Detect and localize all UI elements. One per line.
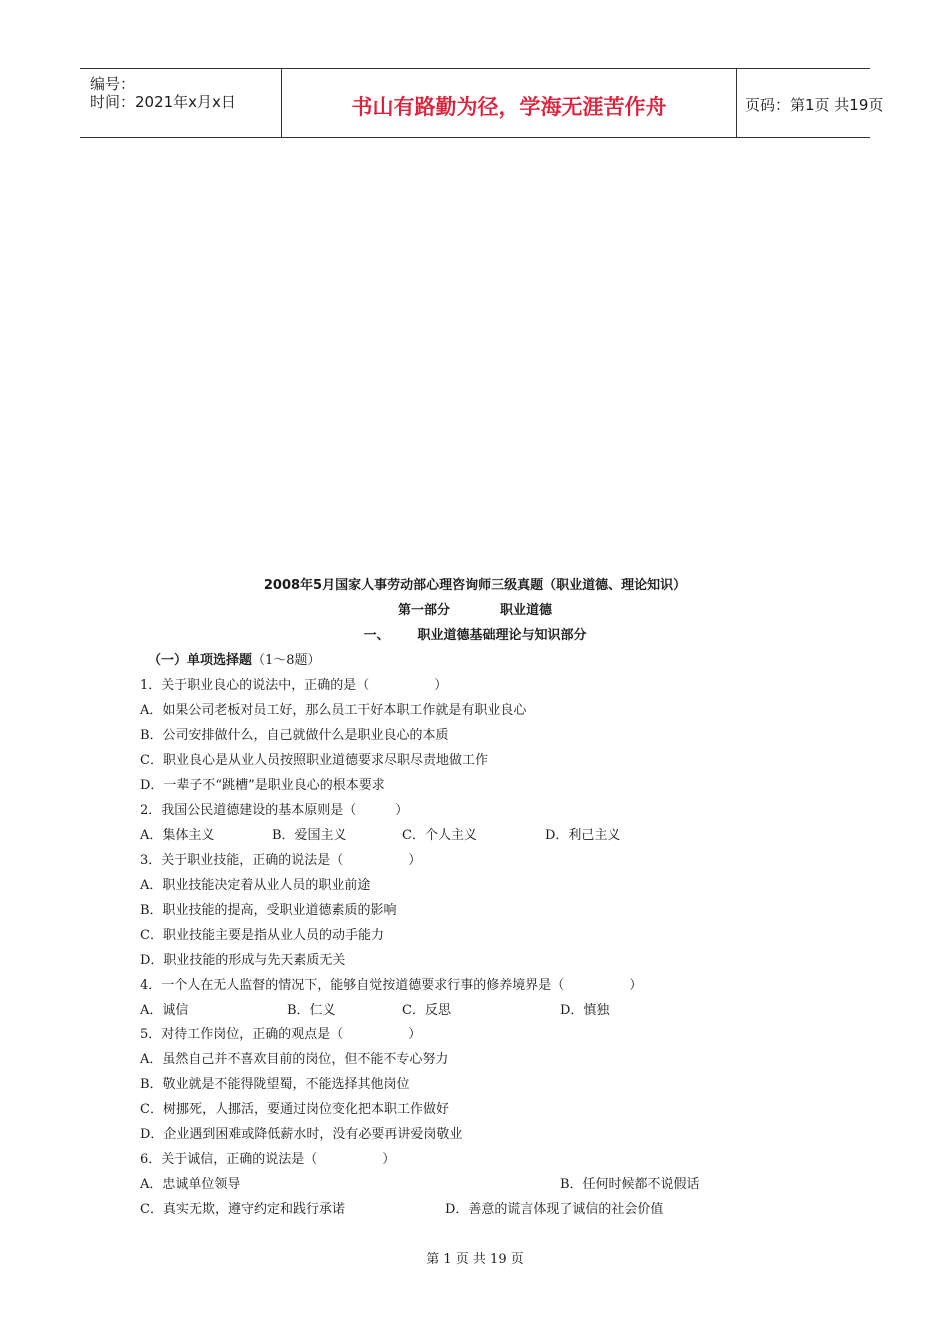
question-option: B．爱国主义 bbox=[272, 828, 347, 843]
question-option: B．职业技能的提高，受职业道德素质的影响 bbox=[140, 903, 397, 918]
header-left-cell bbox=[80, 69, 281, 137]
section-label: （一）单项选择题 bbox=[148, 653, 253, 668]
header-right-cell bbox=[735, 69, 884, 137]
question-option: C．职业良心是从业人员按照职业道德要求尽职尽责地做工作 bbox=[140, 753, 488, 768]
section-heading bbox=[148, 649, 321, 668]
question-option: D．职业技能的形成与先天素质无关 bbox=[140, 953, 346, 968]
part-label: 第一部分 bbox=[397, 603, 450, 618]
question-option: A．诚信 bbox=[140, 1003, 189, 1018]
document-title: 2008年5月国家人事劳动部心理咨询师三级真题（职业道德、理论知识） bbox=[263, 578, 687, 593]
chapter-name: 职业道德基础理论与知识部分 bbox=[417, 628, 587, 643]
question-option: B．敬业就是不能得陇望蜀，不能选择其他岗位 bbox=[140, 1077, 410, 1092]
header-middle-cell bbox=[281, 69, 737, 137]
chapter-heading bbox=[0, 624, 950, 643]
page-header bbox=[80, 68, 884, 138]
time-label: 时间：2021年x月x日 bbox=[90, 93, 236, 111]
question-option: D．企业遇到困难或降低薪水时，没有必要再讲爱岗敬业 bbox=[140, 1127, 463, 1142]
question-option: B．任何时候都不说假话 bbox=[560, 1177, 700, 1192]
question-stem: 3．关于职业技能，正确的说法是（ ） bbox=[140, 853, 422, 868]
question-option: D．一辈子不“跳槽”是职业良心的根本要求 bbox=[140, 778, 385, 793]
question-option: A．忠诚单位领导 bbox=[140, 1177, 241, 1192]
question-option: A．如果公司老板对员工好，那么员工干好本职工作就是有职业良心 bbox=[140, 703, 527, 718]
question-option: C．职业技能主要是指从业人员的动手能力 bbox=[140, 928, 384, 943]
question-option: C．真实无欺，遵守约定和践行承诺 bbox=[140, 1202, 345, 1217]
section-range: （1～8题） bbox=[252, 653, 321, 668]
question-option: D．善意的谎言体现了诚信的社会价值 bbox=[445, 1202, 664, 1217]
part-name: 职业道德 bbox=[500, 603, 553, 618]
question-option: B．仁义 bbox=[287, 1003, 336, 1018]
question-stem: 5．对待工作岗位，正确的观点是（ ） bbox=[140, 1027, 422, 1042]
question-stem: 4．一个人在无人监督的情况下，能够自觉按道德要求行事的修养境界是（ ） bbox=[140, 978, 643, 993]
page-info: 页码：第1页 共19页 bbox=[745, 96, 884, 114]
number-label: 编号： bbox=[90, 75, 136, 93]
question-option: A．虽然自己并不喜欢目前的岗位，但不能不专心努力 bbox=[140, 1052, 449, 1067]
question-stem: 1．关于职业良心的说法中，正确的是（ ） bbox=[140, 678, 448, 693]
question-option: D．利己主义 bbox=[545, 828, 621, 843]
question-option: B．公司安排做什么，自己就做什么是职业良心的本质 bbox=[140, 728, 449, 743]
question-option: C．个人主义 bbox=[402, 828, 477, 843]
chapter-number: 一、 bbox=[363, 628, 390, 643]
question-option: D．慎独 bbox=[560, 1003, 610, 1018]
question-option: C．反思 bbox=[402, 1003, 451, 1018]
question-option: A．职业技能决定着从业人员的职业前途 bbox=[140, 878, 371, 893]
part-heading bbox=[0, 599, 950, 618]
question-option: A．集体主义 bbox=[140, 828, 215, 843]
question-stem: 2．我国公民道德建设的基本原则是（ ） bbox=[140, 803, 409, 818]
question-stem: 6．关于诚信，正确的说法是（ ） bbox=[140, 1152, 396, 1167]
motto-text: 书山有路勤为径，学海无涯苦作舟 bbox=[351, 95, 667, 119]
page-footer: 第 1 页 共 19 页 bbox=[426, 1252, 524, 1267]
question-option: C．树挪死，人挪活，要通过岗位变化把本职工作做好 bbox=[140, 1102, 449, 1117]
